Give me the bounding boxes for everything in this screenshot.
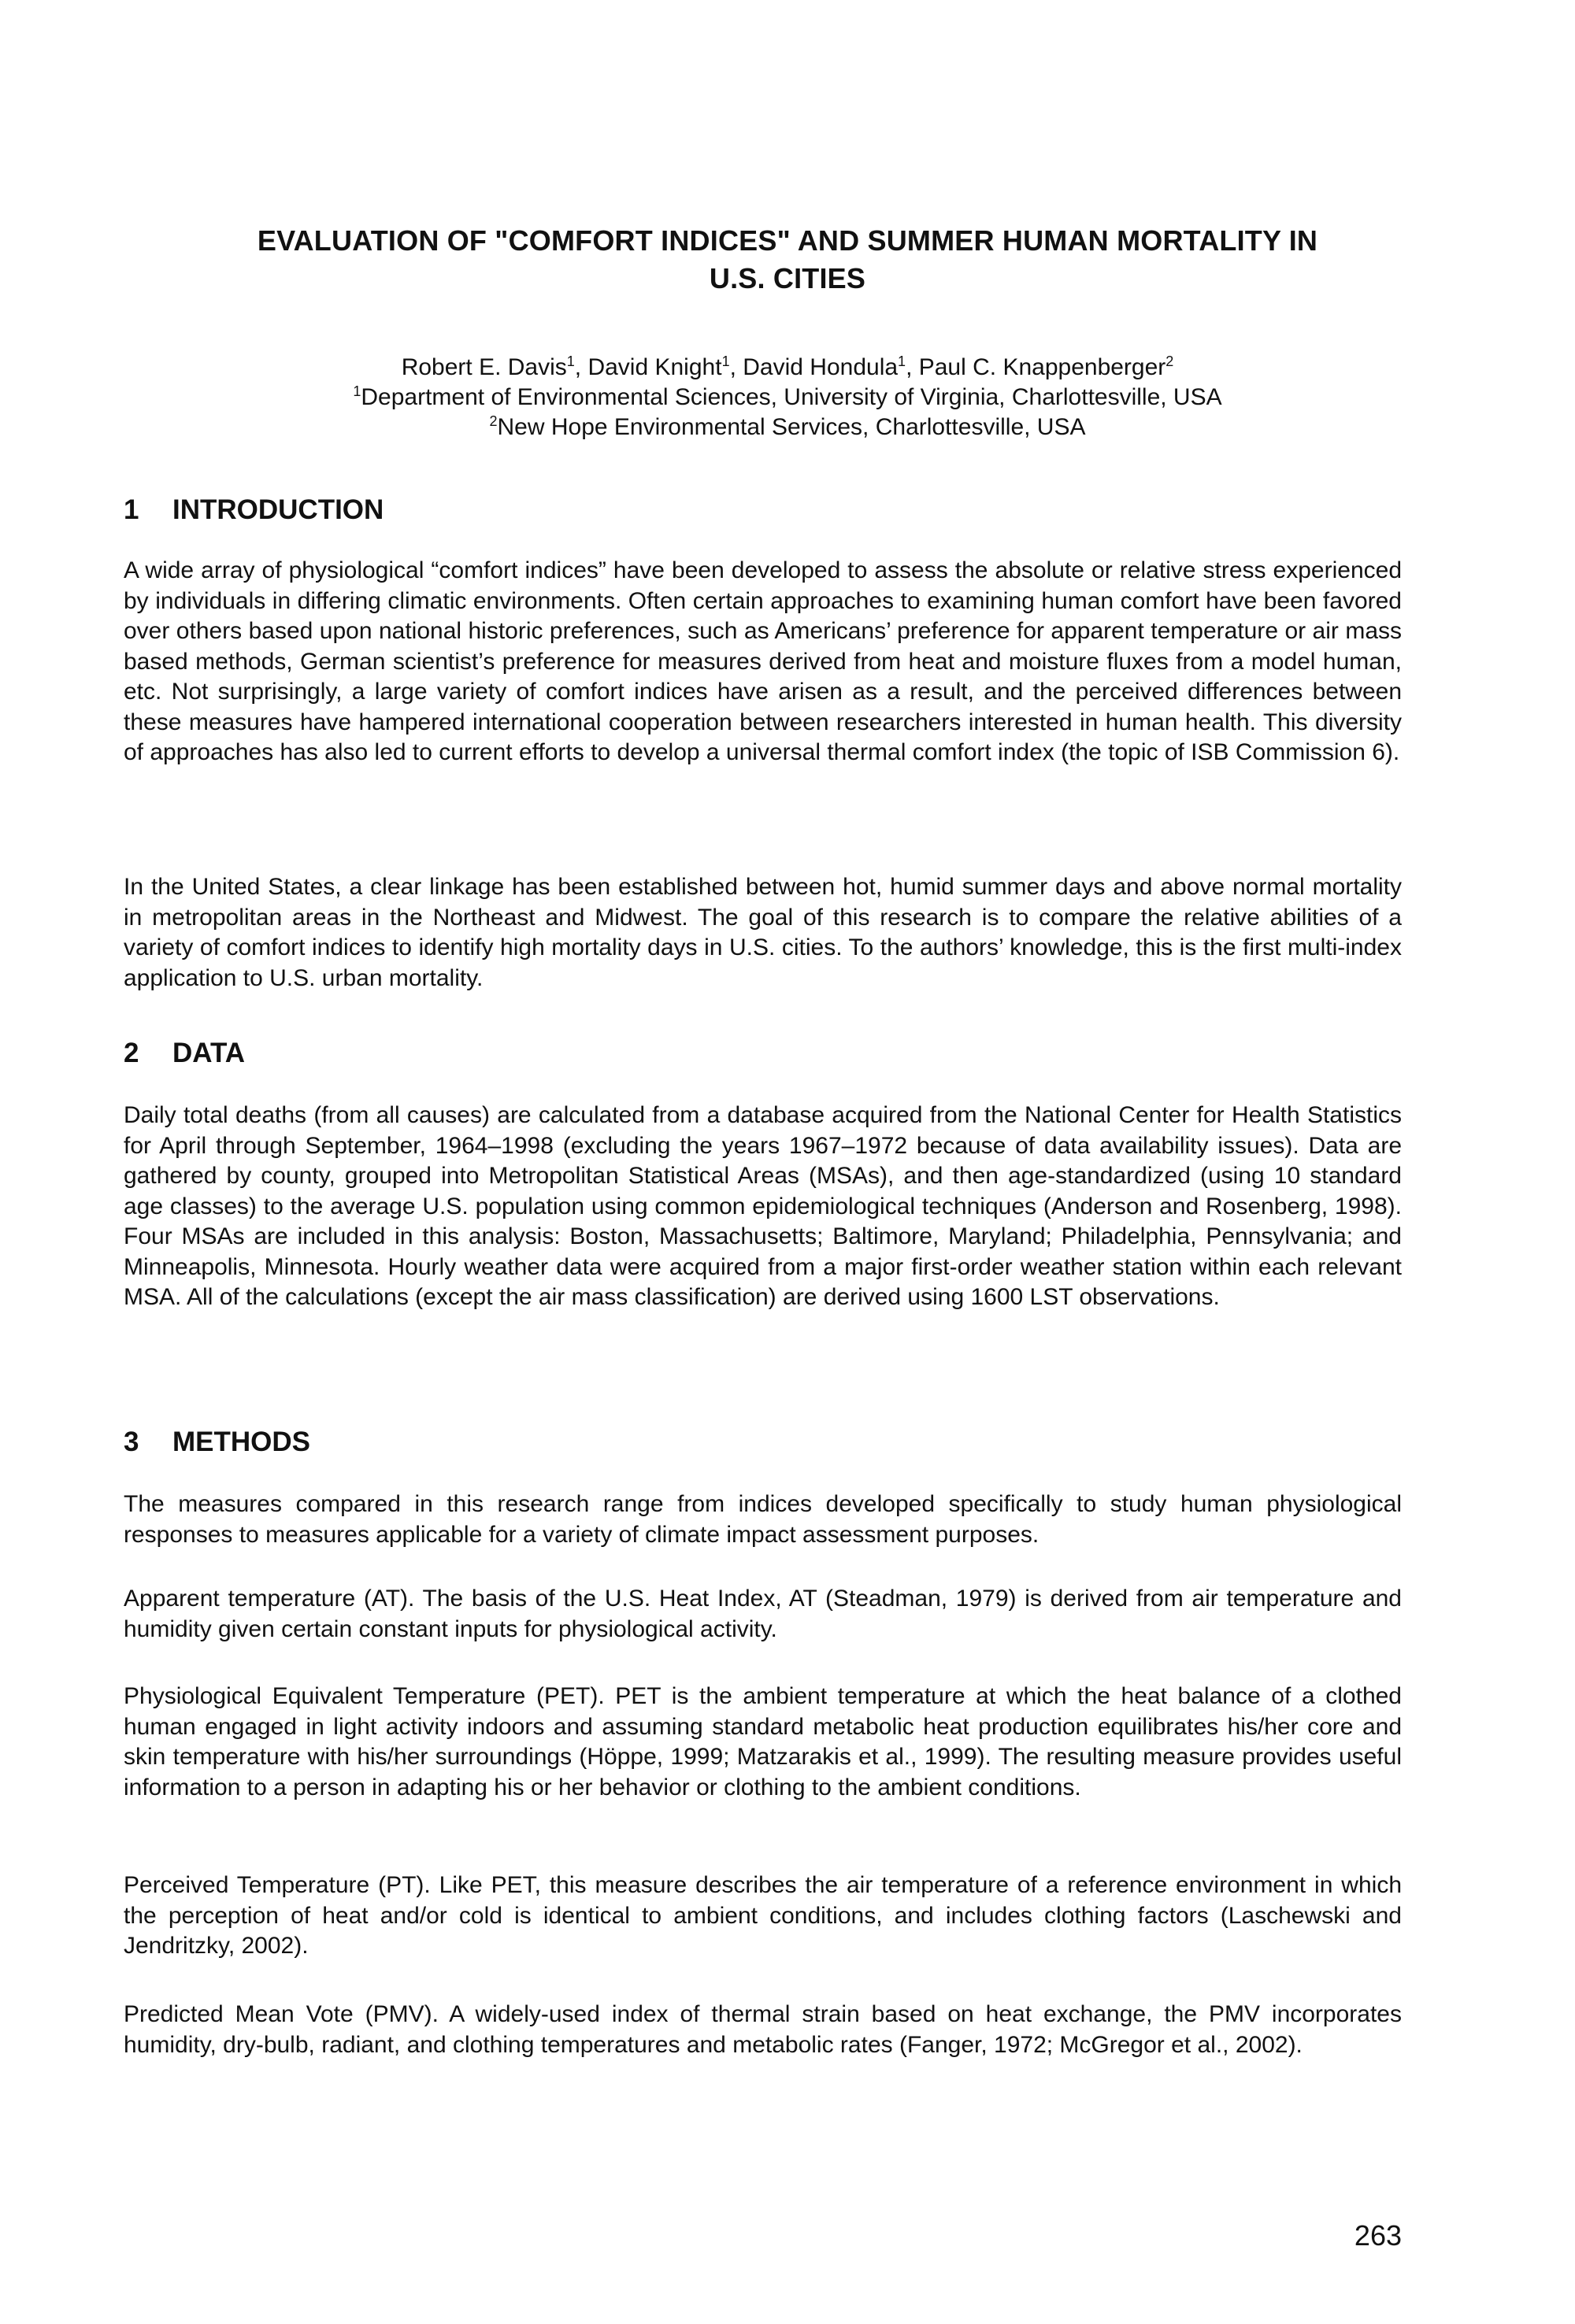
author-list: Robert E. Davis$^1$, David Knight$^1$, David Hondula$^1$, Paul C. Knappenberger$^2$	[401, 353, 1174, 380]
author-name: Paul C. Knappenberger	[918, 354, 1166, 380]
paragraph-data-1: Daily total deaths (from all causes) are calculated from a database acquired from the National Center for Health Statistics for April through September, 1964–1998 (excluding the years 1967–1972 because of data availability issues). Data are gathered by county, grouped into Metropolitan Statistical Areas (MSAs), and then age-standardized (using 10 standard age classes) to the average U.S. population using common epidemiological techniques (Anderson and Rosenberg, 1998). Four MSAs are included in this analysis: Boston, Massachusetts; Baltimore, Maryland; Philadelphia, Pennsylvania; and Minneapolis, Minnesota. Hourly weather data were acquired from a major first-order weather station within each relevant MSA. All of the calculations (except the air mass classification) are derived using 1600 LST observations.	[124, 1102, 1402, 1310]
author-affiliation-mark: 1	[721, 353, 730, 369]
author-affiliation-mark: 1	[566, 353, 575, 369]
paragraph-methods-pt: Perceived Temperature (PT). Like PET, this measure describes the air temperature of a reference environment in which the perception of heat and/or cold is identical to ambient conditions, and includes clothing factors (Laschewski and Jendritzky, 2002).	[124, 1872, 1402, 1959]
paragraph-methods-intro: The measures compared in this research range from indices developed specifically to study human physiological responses to measures applicable for a variety of climate impact assessment purposes.	[124, 1491, 1402, 1548]
paragraph-methods-pet: Physiological Equivalent Temperature (PET). PET is the ambient temperature at which the heat balance of a clothed human engaged in light activity indoors and assuming standard metabolic heat production equilibrates his/her core and skin temperature with his/her surroundings (Höppe, 1999; Matzarakis et al., 1999). The resulting measure provides useful information to a person in adapting his or her behavior or clothing to the ambient conditions.	[124, 1683, 1402, 1800]
author-block	[118, 353, 1457, 442]
title-line-2: U.S. CITIES	[709, 262, 866, 294]
title-line-1: EVALUATION OF "COMFORT INDICES" AND SUMMER HUMAN MORTALITY IN	[257, 224, 1318, 257]
page-number: 263	[1354, 2219, 1402, 2252]
affiliation-2: $^2$New Hope Environmental Services, Charlottesville, USA	[489, 413, 1086, 440]
author-affiliation-mark: 2	[1166, 353, 1174, 369]
paragraph-intro-1: A wide array of physiological “comfort indices” have been developed to assess the absolute or relative stress experienced by individuals in differing climatic environments. Often certain approaches to examining human comfort have been favored over others based upon national historic preferences, such as Americans’ preference for apparent temperature or air mass based methods, German scientist’s preference for measures derived from heat and moisture fluxes from a model human, etc. Not surprisingly, a large variety of comfort indices have arisen as a result, and the perceived differences between these measures have hampered international cooperation between researchers interested in human health. This diversity of approaches has also led to current efforts to develop a universal thermal comfort index (the topic of ISB Commission 6).	[124, 557, 1402, 765]
paper-title	[118, 222, 1457, 298]
paragraph-methods-pmv: Predicted Mean Vote (PMV). A widely-used index of thermal strain based on heat exchange, the PMV incorporates humidity, dry-bulb, radiant, and clothing temperatures and metabolic rates (Fanger, 1972; McGregor et al., 2002).	[124, 2001, 1402, 2058]
section-heading-introduction: 1 INTRODUCTION	[124, 494, 384, 525]
section-heading-methods: 3 METHODS	[124, 1427, 310, 1457]
author-affiliation-mark: 1	[898, 353, 906, 369]
author-name: David Hondula	[743, 354, 899, 380]
paragraph-methods-at: Apparent temperature (AT). The basis of the U.S. Heat Index, AT (Steadman, 1979) is derived from air temperature and humidity given certain constant inputs for physiological activity.	[124, 1586, 1402, 1642]
affiliation-1: $^1$Department of Environmental Sciences, University of Virginia, Charlottesville, USA	[353, 383, 1222, 410]
author-name: Robert E. Davis	[401, 354, 567, 380]
section-heading-data: 2 DATA	[124, 1038, 246, 1068]
author-name: David Knight	[587, 354, 722, 380]
paragraph-intro-2: In the United States, a clear linkage has been established between hot, humid summer days and above normal mortality in metropolitan areas in the Northeast and Midwest. The goal of this research is to compare the relative abilities of a variety of comfort indices to identify high mortality days in U.S. cities. To the authors’ knowledge, this is the first multi-index application to U.S. urban mortality.	[124, 874, 1402, 991]
